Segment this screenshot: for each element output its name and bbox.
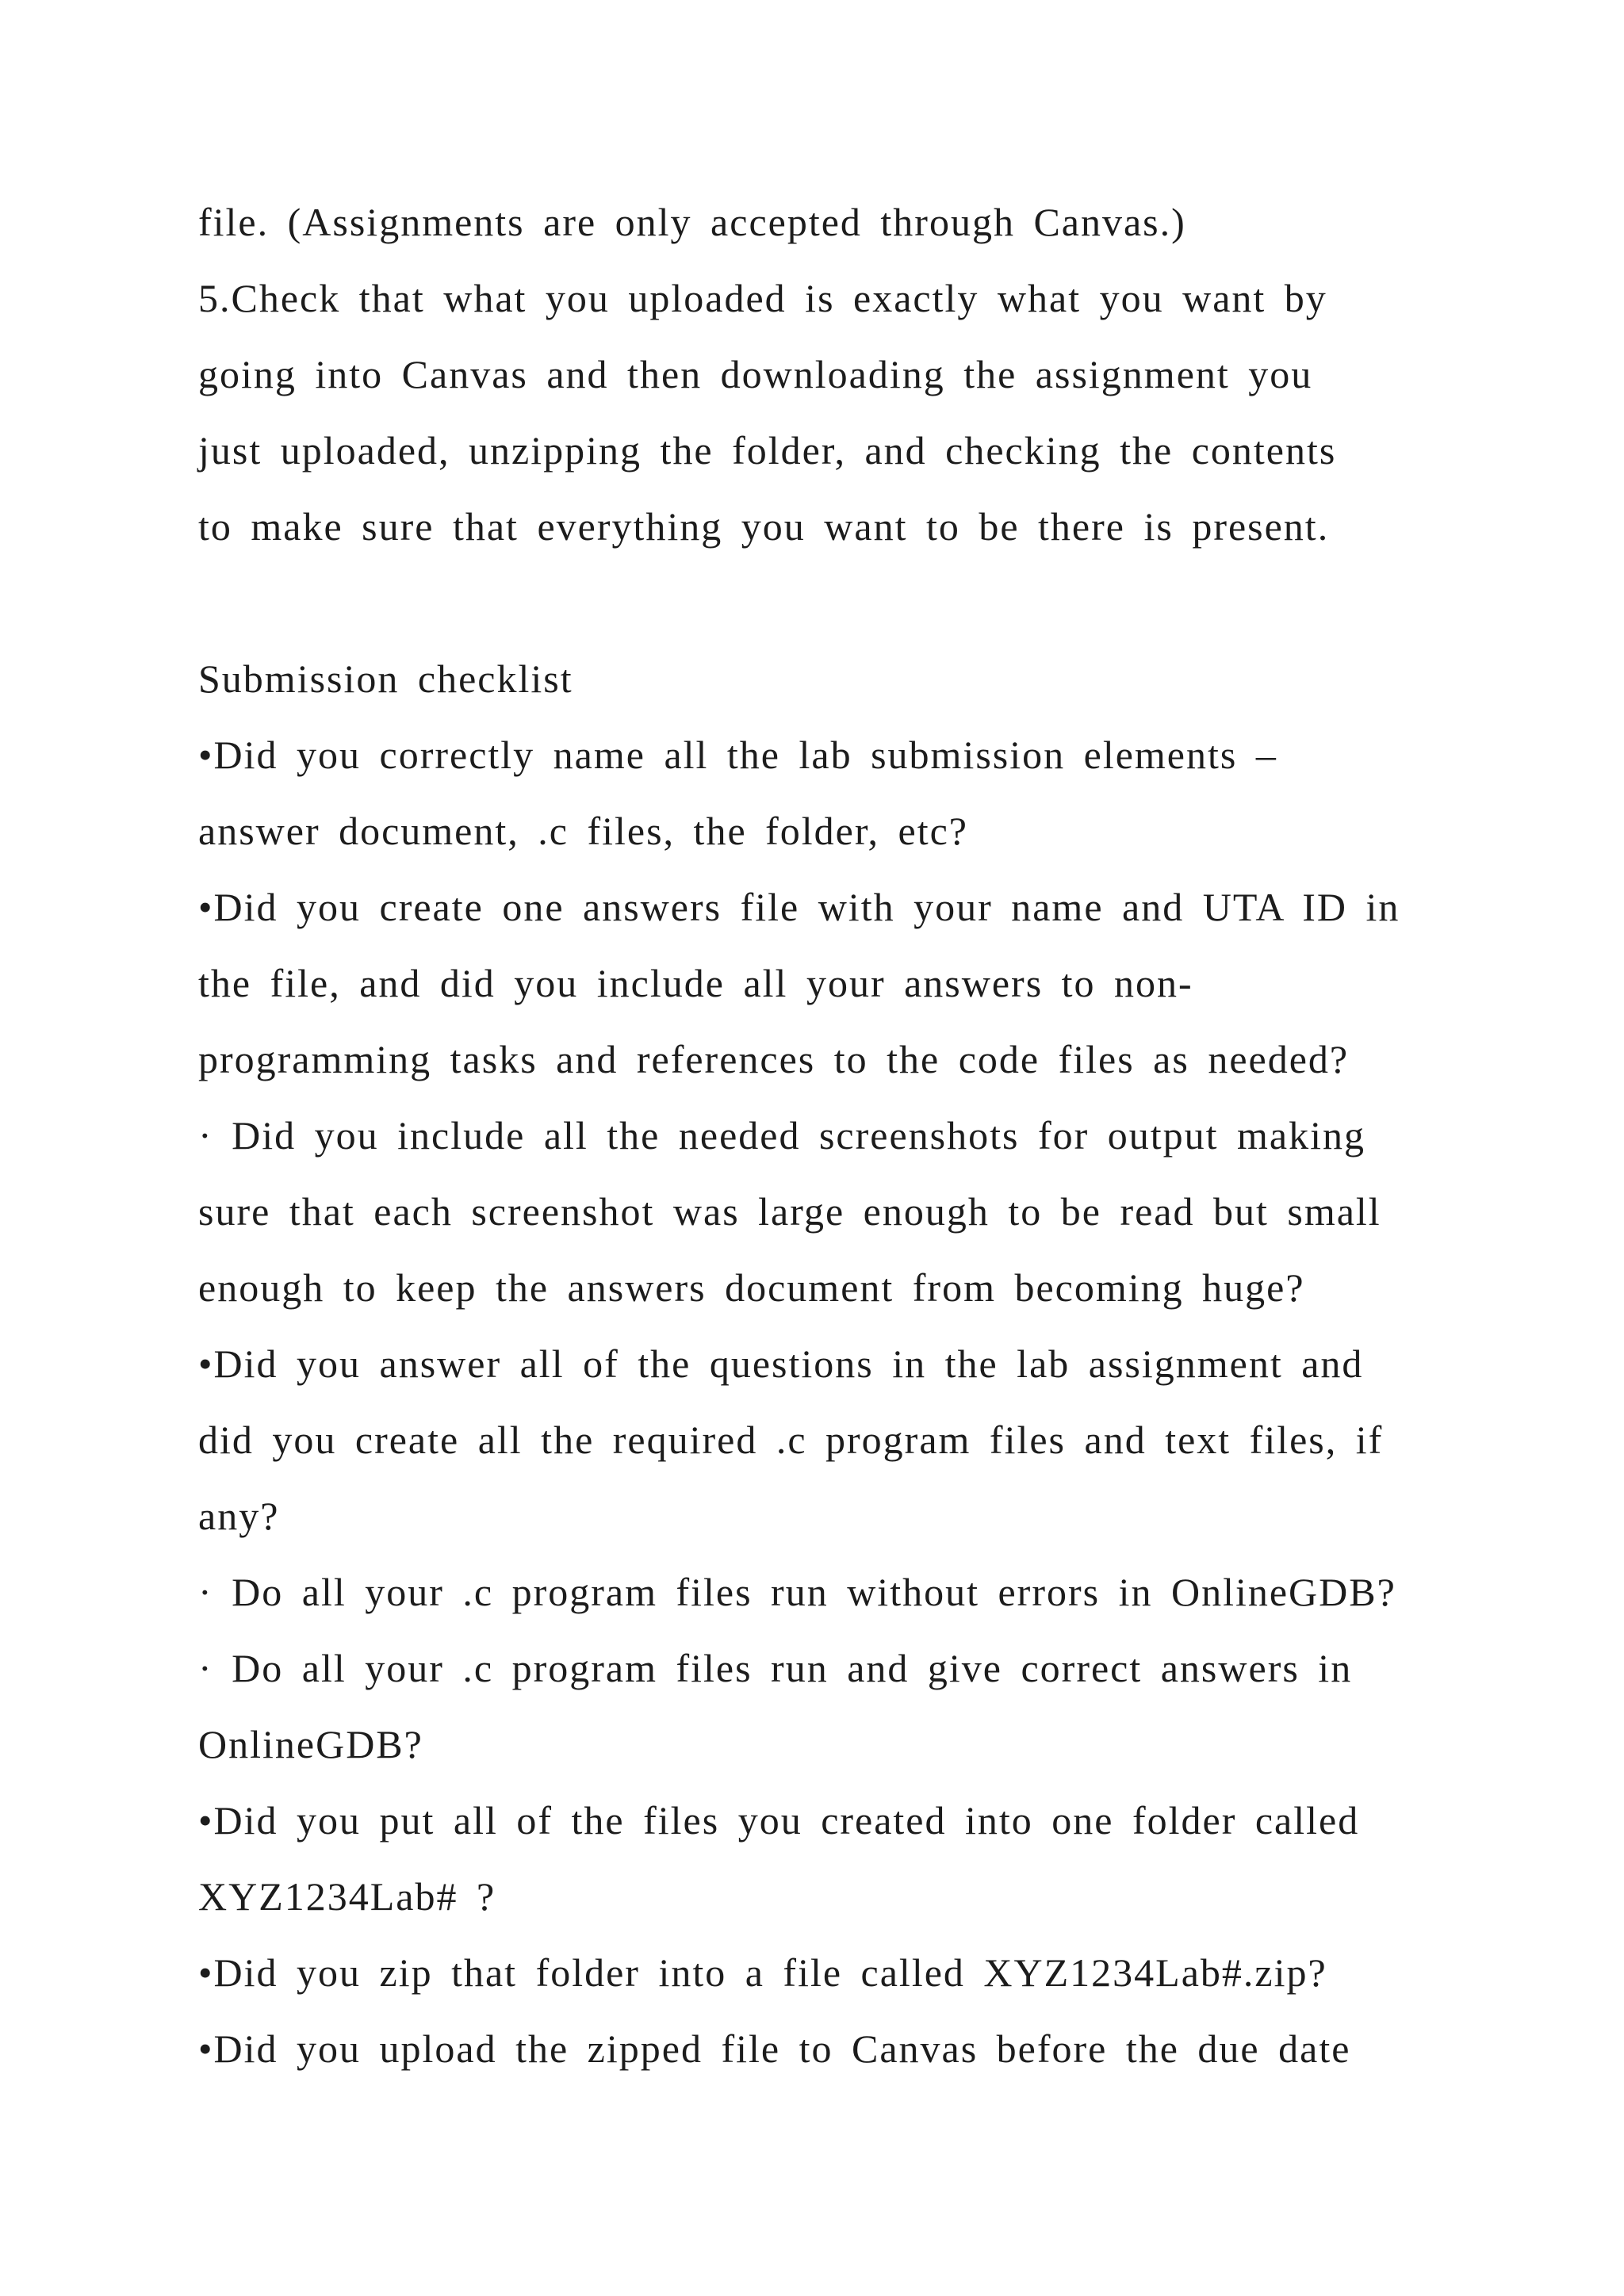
checklist-line: •Did you put all of the files you created into one folder called [198,1798,1360,1843]
section-heading: Submission checklist [198,656,573,701]
text-line: going into Canvas and then downloading the assignment you [198,352,1313,396]
checklist-line: · Do all your .c program files run and give correct answers in [198,1646,1353,1690]
checklist-line: •Did you answer all of the questions in the lab assignment and [198,1341,1364,1386]
checklist-line: · Do all your .c program files run without errors in OnlineGDB? [198,1570,1396,1614]
checklist-line: any? [198,1494,280,1538]
checklist-line: •Did you zip that folder into a file called XYZ1234Lab#.zip? [198,1950,1327,1995]
text-line: 5.Check that what you uploaded is exactly what you want by [198,276,1327,320]
checklist-line: did you create all the required .c program files and text files, if [198,1418,1384,1462]
text-line: file. (Assignments are only accepted through Canvas.) [198,200,1186,244]
checklist-line: answer document, .c files, the folder, etc? [198,809,968,853]
checklist-line: the file, and did you include all your answers to non- [198,961,1193,1005]
checklist-line: •Did you correctly name all the lab submission elements – [198,733,1277,777]
paragraph-gap [198,576,1499,652]
checklist-line: OnlineGDB? [198,1722,423,1766]
checklist-line: XYZ1234Lab# ? [198,1874,496,1919]
checklist-line: enough to keep the answers document from becoming huge? [198,1265,1305,1310]
text-line: just uploaded, unzipping the folder, and checking the contents [198,428,1337,473]
checklist-line: •Did you create one answers file with your name and UTA ID in [198,885,1400,929]
document-body [198,196,1499,2099]
text-line: to make sure that everything you want to be there is present. [198,504,1330,549]
checklist-line: programming tasks and references to the code files as needed? [198,1037,1350,1081]
checklist-line: sure that each screenshot was large enough to be read but small [198,1189,1381,1234]
checklist-line: •Did you upload the zipped file to Canvas before the due date [198,2026,1351,2071]
checklist-line: · Did you include all the needed screenshots for output making [198,1113,1366,1158]
